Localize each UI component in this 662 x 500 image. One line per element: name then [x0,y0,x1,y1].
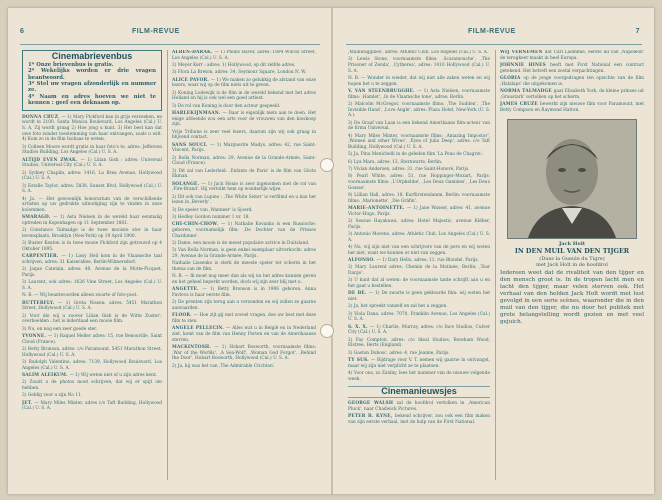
letter-entry [348,206,490,217]
letter-entry [348,167,490,173]
letter-entry [22,197,162,214]
entry-text: — 1) Jack Hoxie is zeer ingenomen met de rol van ‚Fire-Brand'. Hij vertolkt hem op wonderlijk wijze. [172,181,316,193]
entry-text: 3) Flora La Breton, adres: 34, Seymour Square, London N. W. [172,70,307,76]
entry-text: 2) Sessue Hayakawa, adres: Hotel Majestic, avenue Kléber, Parijs. [348,219,490,230]
col4-entries [500,50,644,113]
entry-text: 3) Hedley Gordon nummer 1 nr. 18. [172,214,250,220]
letter-entry [22,171,162,182]
news-item [348,401,490,412]
entry-name: ALTIJD EVEN ZWAK. [22,157,81,163]
news-item [500,102,644,113]
right-header-title: FILM-REVUE [468,28,516,35]
letter-entry [172,130,316,141]
entry-text: N. B. — Wij beantwoorden alleen zwarte of foto-post. [22,293,138,299]
entry-text: gaat Elisabeth York, de kleine prinses uit ‚Graustark' vertolken op het scherm. [500,89,644,100]
magazine-spread [8,8,654,494]
letter-entry [172,313,316,324]
entry-text: 4) Voor ons, zo Zaiday, lees het nummer van de nieuwe volgende week. [348,370,490,382]
right-column-divider [495,50,496,480]
news-item [348,414,490,425]
letter-entry [172,63,316,69]
entry-text: 3) Antonio Moreno, adres: Athletic Club, Los Angeles (Cal.) U. S. A. [348,232,490,243]
right-page-header [346,28,642,42]
entry-name: DE BE. [348,291,369,297]
entry-text: — 1) We maken zo gelukkig de afstand van onze lezers, waar wij op de film niets uit te geven. [172,77,316,89]
binding-hole-top [320,158,334,172]
news-item [500,76,644,87]
letter-entry [22,241,162,252]
letter-entry [22,327,162,333]
letter-entry [22,228,162,239]
entry-name: MACKINTOSH. [172,344,215,350]
letter-entry [348,219,490,230]
entry-text: 2) Ja, het spreekt vanzelf en zal het u zeggen. [348,304,448,310]
entry-name: ALFONSO. [348,258,377,263]
entry-text: 3) Buster Keaton is in twee mooie Pickford zijn getrouwd op 4 Oktober 1895. [22,241,162,253]
letter-entry [172,261,316,272]
cinemanieuwsjes-title: Cinemanieuwsjes [348,386,490,398]
letter-entry [348,371,490,382]
entry-text: 6) Lya Mara, adres: 13, Sternwarte, Berlin. [348,159,443,165]
entry-name: SANS SOUCI. [172,142,211,148]
letter-entry [172,326,316,343]
entry-name: TY SUS. [348,357,371,363]
entry-text: 3) Van Rolla Norman, is geen enkel exemplaar uitverkocht: adres 29, Avenue de la Grande-Armée, Parijs. [172,248,316,259]
entry-text: 2) Jaque Catelain, adres: 48, Avenue de la Motte-Picquet, Parijs. [22,267,162,279]
entry-text: — 1) Lilian Gish : adres: Universal Studios, Universal City (Cal.) U. S. A. [22,157,162,169]
letter-entry [172,182,316,193]
news-entries [348,401,490,425]
entry-text: 3) Nu, en nog een zeer goede ster. [22,326,98,332]
box-title: Cinemabrievenbus [51,51,133,61]
entry-text: — 1) Mary Pickford kan in grijs verzoeken, en wordt te 2100, Santa Monica Boulevard, Los Angeles (Cal.) U. S. A. Zij wordt graag 2) Hoe jong u kunt. 3) Het best kan dat uwe foto zonder toestemming van haar ontvangen, zoals u wilt. 4) Kom zo in de film Isobaas te weten. [22,114,162,143]
letter-entry [348,160,490,166]
news-item [500,50,644,61]
entry-name: V. VAN STEENBRUGGHE. [348,89,418,94]
entry-text: 2) Constance Talmadge is de twee mooiste ster in haar levensplaats, Brooklyn (New-York) op 19 April 1900. [22,228,162,240]
entry-name: JAMES CRUZE [500,102,541,107]
right-page-number: 7 [635,28,640,35]
entry-text: 2) Fay Compton, adres: c/o Ideal Studios, Boreham Wood, Elstree, Herts (England). [348,337,490,349]
box-rule: 1* Onze brievenbus is gratis. [28,61,114,68]
letter-entry [348,358,490,369]
col1-entries [22,115,162,412]
entry-text: — 1) Asta Nielsen in de wereld haar eenmalig optreden in Kopenhagen op 11 September 1881. [22,215,162,227]
entry-text: 8) Pearl White, adres: 51, rue Hoppinger-Mozart, Parijs: voornaamste films: ‚L'Orpheline', ‚Les Deux Gamines', ‚Les Deux Gosses'. [348,174,490,191]
entry-text: 3) Estelle Taylor, adres: 5838, Sunset Blvd, Hollywood (Cal.) U. S. A. [22,183,162,195]
right-column-1 [348,50,490,480]
entry-text: — Hoe zijt gij met zoveel vragen, doe uw best met deze film te zien. [172,313,316,324]
entry-text: N. B. — Ik moet nog meer dan als wij nu het adres kunnen geven en het geheel beperkt worden, doch wij zijn zeer blij met u. [172,274,316,285]
letter-entry [348,258,490,264]
letter-entry [22,293,162,299]
photo-caption-name: Jack Holt [558,241,586,248]
letter-entry [172,287,316,298]
letter-entry [172,70,316,76]
box-rules [28,62,156,107]
letter-entry [22,334,162,345]
entry-text: — Alles wat u in België en in Nederland ziet, komt van de film van Henny Porten en van de Amerikaanse sterren. [172,326,316,343]
left-header-title: FILM-REVUE [132,28,180,35]
left-page-number: 6 [20,28,25,35]
entry-text: — 1) Charlie, Murray, adres: c/o Ince Studios, Culver City (Cal.) U. S. A. [348,324,490,336]
entry-text: 2) Ja, hij was het van ‚The Admirable Crichton'. [172,363,276,369]
entry-text: op de jonge voorgedragen ten opzichte van de film ‚Hatzlaps' die uitgekomen is. [500,76,644,87]
entry-name: JET. [22,400,35,406]
entry-text: 4) Nu, wij zijn niet van een schrijvers van de pers en wij weten het niet, want we kunnen er niet van zeggen. [348,245,490,256]
entry-name: YVONNE. [22,333,48,339]
letter-entry [348,152,490,158]
entry-text: 2) Meyer Kerr : adres: 1) Hollywood, op dit zelfde adres. [172,63,296,68]
entry-text: 2) Dame, een mooie is de meest populaire actrice in Duitsland. [172,240,310,246]
letter-entry [348,193,490,204]
letter-entry [22,184,162,195]
entry-name: JOHNNIE HINES [500,63,551,68]
letter-entry [348,57,490,74]
box-rule: 3* Stel uw vragen afzonderlijk en nummer ze. [28,80,156,94]
portrait-illustration [508,120,636,238]
entry-name: SALIM ALEIKUM. [22,372,70,378]
entry-name: CARPENTIER. [22,254,62,260]
entry-text: — Daar is eigenlijk niets aan te doen. Het enige afdoende zou een arts voor de vrouwen van den bioskoop zijn. [172,110,316,128]
entry-text: 3) Colleen Moore wordt gratis in haar foto's te, adres: Jefferson Studios Building, Los Angeles (Cal.) U. S. A. [22,144,162,156]
letter-entry [172,345,316,362]
entry-text: bekend schrijver, zou ook een film maken van zijn eerste verhaal, met de hulp van de First National. [348,414,490,425]
entry-text: 2) Rolla Norman, adres: 29, Avenue de la Grande-Armée, Saint-Cloud (France). [172,155,316,167]
letter-entry [172,195,316,206]
binding-hole-bottom [320,324,334,338]
letter-entry [22,373,162,379]
entry-text: — 1) Hobart Bosworth, voornaamste films: ‚War of the Worlds', ‚A Sea-Wolf', ‚Woman God Forgot', ‚Behind the Door', Hobart Bosworth, Hollywood (Cal.) U. S. A. [172,344,316,362]
left-page-header [20,28,320,42]
entry-name: PETER B. KYNE, [348,414,395,419]
entry-name: NORMA TALMADGE [500,89,554,94]
letter-entry [172,208,316,214]
entry-text: ‚Mainwaggibes', adres: Athletic Club, Los Angeles (Cal.) U. S. A. [348,50,489,55]
entry-text: — 1) Phillis Haver, adres: 1894 Wilcox Street, Los Angeles (Cal.) U. S. A. [172,50,316,61]
letter-entry [348,89,490,100]
letter-entry [22,393,162,399]
entry-name: WIJ VERNEMEN [500,50,545,55]
left-column-1 [22,50,162,480]
entry-name: CHI-CHIN-CHOW. [172,222,221,228]
entry-text: — 1) Greta Nissen: adres: 5451 Marathon Street, Hollywood (Cal.) U. S. A. [22,300,162,312]
entry-text: zal de hoofdrol vertolken in ‚American Pluck', naar Chadwick Pictures. [348,401,490,412]
left-header-rule [20,44,320,45]
entry-text: 3) Laurent, ook adres: 1626 Vine Street, Los Angeles (Cal.) U. S. A. [22,280,162,292]
entry-text: 2) Voor die wij u zoover Lilian Gish is de Witte Zuster'; overbeelden : het is inderdaad een mooie film. [22,313,162,325]
right-header-rule [346,44,642,45]
entry-name: ANGETTE. [172,287,203,293]
entry-name: GLORIA [500,76,524,81]
entry-name: SOLANGE. [172,181,202,187]
jack-holt-photo [507,119,637,239]
letter-entry [348,174,490,191]
col3-entries [348,50,490,382]
entry-text: — 1) Wij weten niet of u zijn adres kent. [69,372,157,378]
letter-entry [348,338,490,349]
letter-entry [348,312,490,323]
letter-entry [348,232,490,243]
entry-name: ALICE PAVOR. [172,77,211,83]
entry-name: ALBEN-DARAK. [172,50,215,55]
entry-name: MARIE-ANTOINETTE. [348,206,407,211]
entry-text: 3) Gaston Dubosc, adres: 4, rue Jeanne, Parijs. [348,350,450,356]
entry-text: — 1) Raquel Meller adres: 15, rue Benouville, Saint Cloud (France). [22,333,162,345]
letter-entry [22,380,162,391]
col2-entries [172,50,316,369]
entry-text: 3) De speler van ‚Wanneer' is Sjoerd. [172,207,253,213]
entry-text: — 1) Jane Wasser, adres: 41, avenue Victor-Hugo, Parijs. [348,206,490,217]
letter-entry [22,401,162,412]
letter-entry [348,291,490,302]
letter-entry [172,215,316,221]
right-column-2 [500,50,644,480]
letter-entry [172,111,316,128]
entry-text: — 1) Nathalie Kovanko is een Russische: geboren, voornamelijk film: ‚De Dochter van de Prinses Chardonne'. [172,222,316,239]
entry-name: FLOOR. [172,313,194,319]
letter-entry [172,143,316,154]
letter-entry [22,215,162,226]
letter-entry [172,169,316,180]
entry-name: GEORGE WALSH [348,401,397,406]
entry-text: 3) Viola Dana, adres: 7070, Franklin Avenue, Los Angeles (Cal.) U. S. A. [348,311,490,323]
letter-entry [172,50,316,61]
entry-name: BUTTERFLY. [22,300,59,306]
letter-entry [172,222,316,239]
entry-text: 2) De prenten zijn terug aan u verzonden en wij zullen ze gaarne aanvaarden. [172,300,316,311]
entry-text: 3) U kunt dat al weten: de voornaamste tante schrijft aan u en het gaat u bestellen. [348,278,490,289]
letter-entry [22,115,162,144]
entry-text: — 1) Dary Hello, adres: 11, rue Blondel, Parijs. [376,258,479,263]
entry-text: 4) Mary Miles Minter, voornaamste films: ‚Amazing Impostor', ‚Women and other Wives', ‚Eyes of Julia Deep', adres: c/o Taft Building, Hollywood (Cal.) U. S. A. [348,133,490,151]
entry-text: 3) Dit zal van Lederleid: ‚Enfants de Paris' is de film van Gösta Ekman. [172,168,316,180]
entry-text: Vrije Tribune is zeer veel lezers, daarom zijn wij ook graag in blijvend contact. [172,129,316,141]
entry-text: Nathalie Lissenko is sterk de meeste speler ter scherm in het thema van de film. [172,261,316,272]
letter-entry [22,301,162,312]
letter-entry [22,254,162,265]
photo-caption-subtitle: (Dans la Gueule du Tigre) [539,255,605,262]
letter-entry [348,278,490,289]
photo-caption-subtitle-2: met Jack Holt in de hoofdrol [536,261,608,268]
entry-text: bewerkt zijn nieuwe film voor Paramount, met Betty Compson en Raymond Hatton. [500,102,644,113]
entry-text: N. B. — Wonder in wieder, dat wij niet alle zaken weten en wij hopen het u te zeggen. [348,76,490,87]
entry-text: — Mary Miles Minter, adres c/o Taft Building, Hollywood (Cal.) U. S. A. [22,400,162,412]
letter-entry [172,156,316,167]
letter-entry [172,364,316,370]
news-item [500,89,644,100]
news-item [500,63,644,74]
entry-name: S. X. X. [348,324,371,330]
entry-name: SMARAGD. [22,215,54,221]
entry-text: 3) Geldig voor u zijn No 11. [22,393,83,399]
letter-entry [172,300,316,311]
letter-entry [22,347,162,358]
entry-name: DONNA CRUZ. [22,114,62,120]
entry-text: 5) Ja, Pina Menichelli in de geleden film 'La Peau de Chagrin'. [348,152,484,158]
letter-entry [172,241,316,247]
entry-text: 2) Dit ook van Lupino : ‚The White Sister' is verfilmd en u kan het lezen in ‚Beverly'. [172,194,316,206]
letter-entry [172,274,316,285]
letter-entry [22,145,162,156]
entry-text: 9) Lillian Hall, adres: 18, Kurfürstendamm, Berlin: voornaamste films: ‚Marionette', ‚Die Gräfin'. [348,193,490,204]
entry-text: — 1) Asta Nielsen, voornaamste films: ‚Hamlet', ‚In de Vlaamsche tone', adres: Berlin. [348,89,490,100]
letter-entry [348,102,490,119]
entry-text: heeft met First National een contract getekend. Het betreft een zestal verpachtingen. [500,63,644,74]
entry-text: 4) Ja. — Het gewoonlijk honorarium van de verschillende artisten op uw gedrukte uitnodiging zijn te vinden in onze kolommen. [22,196,162,214]
entry-text: — 1) Lissy Heil kom in de Vlaamsche taal schrijven, adres: 31 Kaiserallee, Berlin-Wilmersdorf. [22,254,162,266]
entry-text: 2) Zoudt u de photos moet schrijven, dat wij er spijt om hebben. [22,380,162,391]
entry-text: — Bijdrage voor V. T. nemen wij gaarne in ontvangst, maar wij zijn niet verplicht ze te plaatsen. [348,357,490,369]
center-fold [331,8,333,494]
letter-entry [348,50,490,56]
letter-entry [348,245,490,256]
entry-text: 2) Mary Laurent adres: Chemin de la Matinée, Berlin: ‚Tsar Dargo'. [348,265,490,276]
entry-name: ANGELE PELLECIN. [172,326,227,332]
left-column-2 [172,50,316,480]
entry-text: — 1) Marguerite Madys, adres: 42, rue Saint-Vincent, Parijs. [172,142,316,154]
letter-entry [348,121,490,132]
box-rule: 2* Wekelijks worden er drie vragen beantwoord. [28,68,156,81]
letter-entry [22,314,162,325]
letter-entry [172,104,316,110]
entry-text: 2) Sydney Chaplin, adres: 1416, La Brea Avenue, Hollywood (Cal.) U. S. A. [22,170,162,182]
letter-entry [172,248,316,259]
entry-text: — 1) Betty Bronson is in 1906 geboren. Anna Pavlova is haar eerste film. [172,287,316,298]
letter-entry [172,78,316,89]
entry-text: 3) De Graaf van Laan is een bekend Amerikaans film-acteur van de firma Universal. [348,120,490,132]
letter-entry [22,360,162,371]
letter-entry [348,76,490,87]
entry-text: 7) Vivian Andersen, adres: 31, rue Saint-Honoré, Parijs. [348,167,470,172]
letter-entry [22,280,162,291]
cinemabrievenbus-box [22,50,162,111]
letter-entry [348,134,490,151]
entry-name: HARLEKIJNMAAN. [172,110,223,116]
box-rule: 4* Naam en adres hoeven we niet te kennen : geef een deknaam op. [28,93,156,107]
letter-entry [22,158,162,169]
letter-entry [348,265,490,276]
left-column-divider [167,50,168,480]
letter-entry [348,304,490,310]
entry-text: 2) Koning Lodewijk is de film in de wereld bekend met het adres Holland en hij is ook wel een goed artiest. [172,90,316,102]
entry-text: 3) De rol van Koning is door den acteur gespeeld. [172,103,281,109]
entry-text: 2) Betty Bronson, adres: c/o Paramount, 5451 Marathon Street, Hollywood (Cal.) U. S. A. [22,346,162,358]
photo-caption-body: Iedereen weet dat de rivaliteit van den tijger en den mensch groot is. In de tropen lacht men en lacht den tijger, maar velen sterven ook. Het verhaal van den helden Jack Holt wordt met lust gevolgd in een serie scènes, waaronder die in den muil van den tijger, die nu door het publiek met grote belangstelling wordt gezien en met veel gejuich. [500,269,644,326]
entry-text: 2) Malcolm McGregor, voornaamste films: ‚The Sudden', ‚The Invisible Hand', ‚Love Angle', adres: Plaza Hotel, New-York (U. S. A.). [348,102,490,119]
entry-text: 3) Rudolph Valentino, adres: 7139, Hollywood Boulevard, Los Angeles (Cal.) U. S. A. [22,359,162,371]
letter-entry [348,351,490,357]
entry-text: dat Carl Laemmle, eerste lid van ‚Napoleon' de terugkeer maakt in heel Europa. [500,50,644,61]
entry-text: — 1) De zwarte is geen gekleurde film: wij weten het niet. [348,291,490,302]
photo-caption-title: IN DEN MUIL VAN DEN TIJGER [514,247,630,256]
letter-entry [172,91,316,102]
letter-entry [348,325,490,336]
entry-text: 3) Lewis Stone, voornaamste films: ‚Scaramouche', ‚The Prisoner of Zenda', ‚Cytherea', adres: 1410 Hollywood (Cal.) U. S. A. [348,57,490,74]
letter-entry [22,267,162,278]
